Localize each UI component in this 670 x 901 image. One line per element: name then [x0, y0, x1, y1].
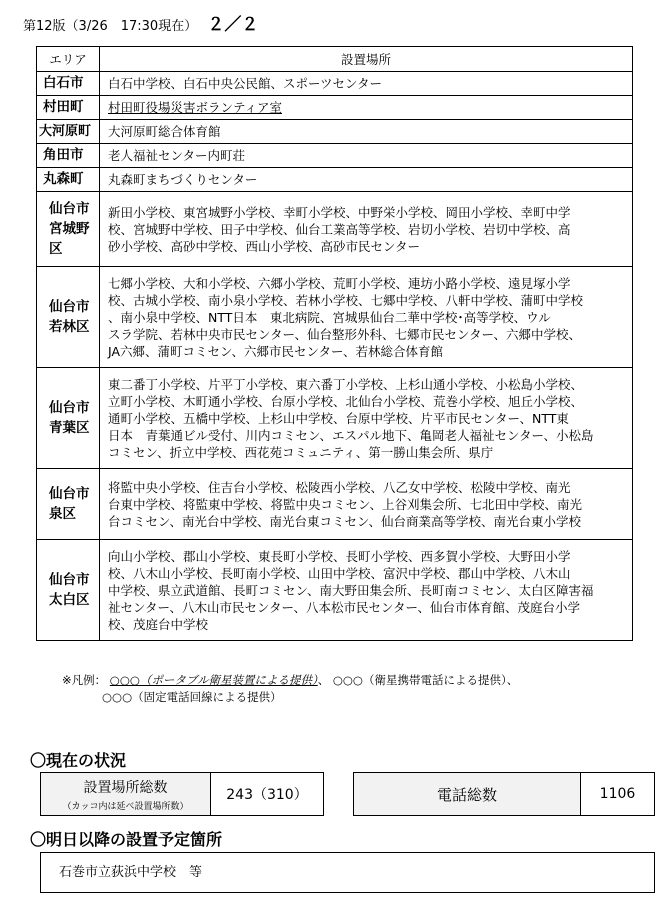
edition-label: 第12版（3/26 17:30現在）: [23, 19, 198, 34]
area-cell: 角田市: [37, 144, 100, 168]
column-header-sites: 設置場所: [100, 47, 633, 72]
legend-separator: 、: [317, 673, 330, 687]
phones-total-label: 電話総数: [353, 772, 581, 816]
sites-line: 校、宮城野中学校、田子中学校、仙台工業高等学校、岩切小学校、岩切中学校、高: [108, 221, 571, 237]
installation-sites-table: [36, 46, 633, 641]
planned-sites-text: 石巻市立荻浜中学校 等: [59, 865, 203, 880]
sites-line: 台コミセン、南光台中学校、南光台東コミセン、仙台商業高等学校、南光台東小学校: [108, 513, 582, 529]
legend-separator: 、: [506, 673, 519, 687]
sites-line: 、南小泉中学校、NTT日本 東北病院、宮城県仙台二華中学校･高等学校、ウル: [108, 309, 551, 325]
area-city: 仙台市: [49, 400, 90, 416]
sites-line: 台東中学校、将監東中学校、将監中央コミセン、上谷刈集会所、七北田中学校、南光: [108, 496, 583, 512]
area-city: 仙台市: [49, 201, 90, 217]
legend-portable: ○○○（ポータブル衛星装置による提供）: [109, 673, 318, 687]
area-ward: 泉区: [49, 506, 76, 522]
sites-line: 七郷小学校、大和小学校、六郷小学校、荒町小学校、連坊小路小学校、遠見塚小学: [108, 275, 571, 291]
table-row: [37, 144, 633, 168]
area-cell: [37, 192, 100, 267]
planned-sites-box: [40, 852, 655, 893]
sites-total-note: （カッコ内は延べ設置場所数）: [62, 801, 189, 812]
area-cell: [37, 267, 100, 368]
sites-line: 砂小学校、高砂中学校、西山小学校、高砂市民センター: [108, 238, 421, 254]
status-heading: [30, 748, 126, 771]
sites-cell: [100, 540, 633, 641]
sites-total-value: 243（310）: [210, 772, 324, 816]
table-row: [37, 540, 633, 641]
sites-line: 向山小学校、郡山小学校、東長町小学校、長町小学校、西多賀小学校、大野田小学: [108, 548, 571, 564]
status-heading-text: 現在の状況: [46, 751, 127, 770]
area-ward: 青葉区: [49, 420, 90, 436]
legend-line-1: [62, 672, 518, 689]
sites-line: 立町小学校、木町通小学校、台原小学校、北仙台小学校、荒巻小学校、旭丘小学校、: [108, 393, 584, 409]
sites-cell: 大河原町総合体育館: [100, 120, 633, 144]
table-row: [37, 469, 633, 540]
area-ward: 宮城野区: [49, 221, 90, 257]
sites-cell: [100, 368, 633, 469]
table-row: [37, 168, 633, 192]
legend-label: ※凡例：: [62, 673, 107, 687]
legend-satellite: ○○○（衛星携帯電話による提供）: [332, 673, 507, 687]
area-cell: 白石市: [37, 72, 100, 96]
sites-text: 村田町役場災害ボランティア室: [108, 100, 283, 115]
sites-cell: [100, 469, 633, 540]
legend: [62, 672, 518, 706]
planned-heading-text: 明日以降の設置予定箇所: [46, 830, 223, 849]
area-city: 仙台市: [49, 486, 90, 502]
sites-total-label: 設置場所総数: [83, 779, 168, 796]
sites-line: 中学校、県立武道館、長町コミセン、南大野田集会所、長町南コミセン、太白区障害福: [108, 582, 594, 598]
area-cell: 丸森町: [37, 168, 100, 192]
area-cell: [37, 368, 100, 469]
table-row: [37, 72, 633, 96]
circle-mark: 〇: [30, 830, 47, 849]
sites-line: 将監中央小学校、住吉台小学校、松陵西小学校、八乙女中学校、松陵中学校、南光: [108, 479, 571, 495]
area-cell: [37, 540, 100, 641]
legend-line-2: [62, 689, 518, 706]
table-row: [37, 267, 633, 368]
sites-line: 校、古城小学校、南小泉小学校、若林小学校、七郷中学校、八軒中学校、蒲町中学校: [108, 292, 584, 308]
sites-line: 通町小学校、五橋中学校、上杉山中学校、台原中学校、片平市民センター、NTT東: [108, 410, 569, 426]
sites-line: 東二番丁小学校、片平丁小学校、東六番丁小学校、上杉山通小学校、小松島小学校、: [108, 376, 584, 392]
sites-cell: 白石中学校、白石中央公民館、スポーツセンター: [100, 72, 633, 96]
page-number: ２／２: [207, 15, 259, 35]
edition-header: [23, 10, 258, 35]
sites-line: 校、八木山小学校、長町南小学校、山田中学校、富沢中学校、郡山中学校、八木山: [108, 565, 571, 581]
sites-line: 日本 青葉通ビル受付、川内コミセン、エスパル地下、亀岡老人福祉センター、小松島: [108, 427, 594, 443]
table-row: [37, 192, 633, 267]
area-city: 仙台市: [49, 572, 90, 588]
sites-line: コミセン、折立中学校、西花苑コミュニティ、第一勝山集会所、県庁: [108, 444, 494, 460]
legend-fixed: ○○○（固定電話回線による提供）: [102, 690, 282, 704]
sites-line: 祉センター、八木山市民センター、八本松市民センター、仙台市体育館、茂庭台小学: [108, 599, 581, 615]
sites-line: 新田小学校、東宮城野小学校、幸町小学校、中野栄小学校、岡田小学校、幸町中学: [108, 204, 571, 220]
table-row: [37, 368, 633, 469]
sites-line: スラ学院、若林中央市民センター、仙台整形外科、七郷市民センター、六郷中学校、: [108, 326, 582, 342]
sites-total-label-box: [40, 772, 211, 816]
area-ward: 若林区: [49, 319, 90, 335]
area-ward: 太白区: [49, 592, 90, 608]
area-cell: 村田町: [37, 96, 100, 120]
area-cell: 大河原町: [37, 120, 100, 144]
sites-line: 校、茂庭台中学校: [108, 616, 209, 632]
sites-cell: 丸森町まちづくりセンター: [100, 168, 633, 192]
column-header-area: エリア: [37, 47, 100, 72]
circle-mark: 〇: [30, 751, 47, 770]
sites-cell: [100, 192, 633, 267]
sites-line: JA六郷、蒲町コミセン、六郷市民センター、若林総合体育館: [108, 343, 444, 359]
table-row: [37, 96, 633, 120]
area-city: 仙台市: [49, 299, 90, 315]
phones-total-value: 1106: [580, 772, 655, 816]
table-row: [37, 120, 633, 144]
sites-cell: [100, 96, 633, 120]
area-cell: [37, 469, 100, 540]
sites-cell: [100, 267, 633, 368]
table-header-row: [37, 47, 633, 72]
planned-heading: [30, 827, 222, 850]
sites-cell: 老人福祉センター内町荘: [100, 144, 633, 168]
